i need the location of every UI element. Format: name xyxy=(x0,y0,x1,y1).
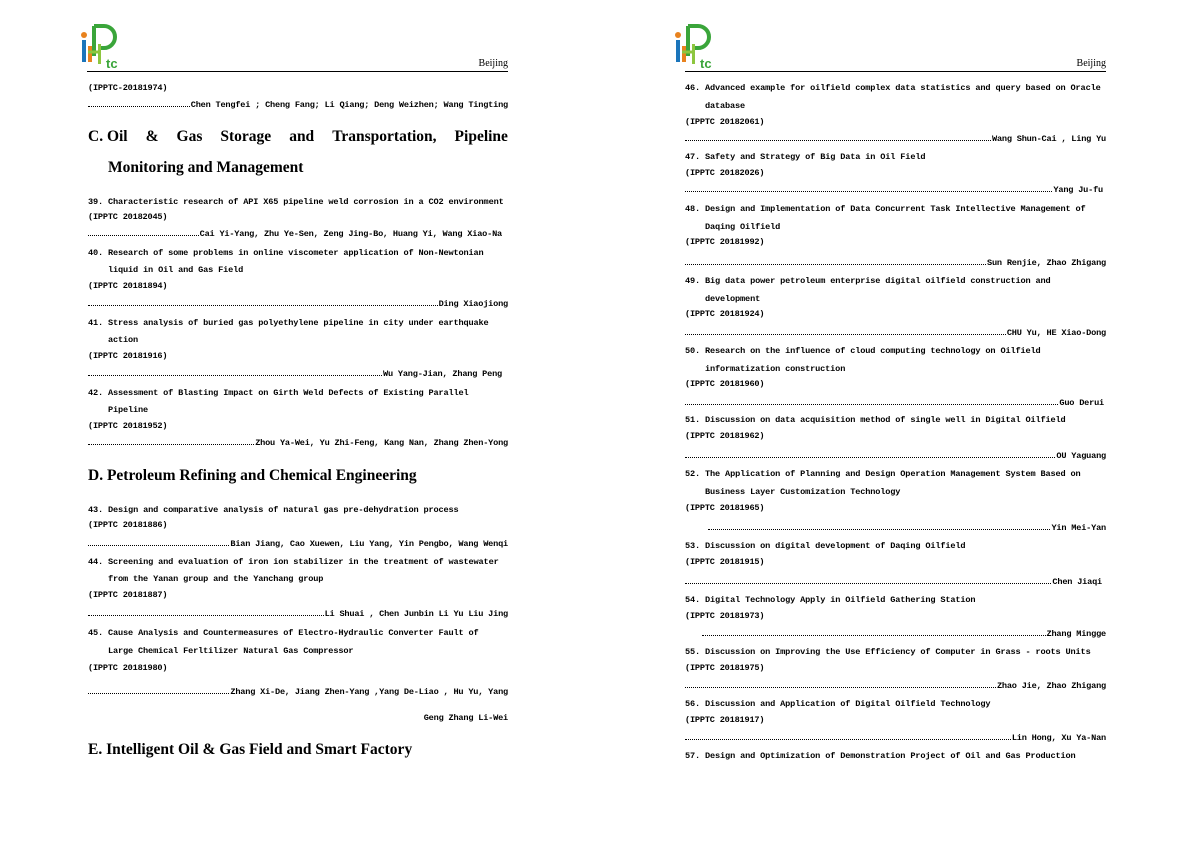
svg-text:tc: tc xyxy=(106,56,118,71)
right-page xyxy=(596,0,1192,842)
paper-code: (IPPTC 20182061) xyxy=(685,117,765,127)
paper-authors: Zhang Xi-De, Jiang Zhen-Yang ,Yang De-Liao , Hu Yu, Yang xyxy=(230,687,508,697)
leader-dots xyxy=(685,739,1011,740)
paper-title-cont: database xyxy=(705,101,746,111)
leader-dots xyxy=(88,305,438,306)
author-line xyxy=(685,398,1104,408)
paper-authors: Yin Mei-Yan xyxy=(1051,523,1106,533)
paper-title: 54. Digital Technology Apply in Oilfield Gathering Station xyxy=(685,595,976,605)
paper-code: (IPPTC 20181980) xyxy=(88,663,168,673)
section-c-heading xyxy=(88,128,508,146)
paper-title: 44. Screening and evaluation of iron ion stabilizer in the treatment of wastewater xyxy=(88,557,499,567)
paper-authors: Chen Tengfei ; Cheng Fang; Li Qiang; Deng Weizhen; Wang Tingting xyxy=(190,100,508,110)
header-rule xyxy=(685,71,1106,72)
paper-title: 48. Design and Implementation of Data Concurrent Task Intellective Management of xyxy=(685,204,1086,214)
paper-title: 55. Discussion on Improving the Use Efficiency of Computer in Grass - roots Units xyxy=(685,647,1091,657)
paper-authors: Guo Derui xyxy=(1059,398,1104,408)
paper-authors: CHU Yu, HE Xiao-Dong xyxy=(1006,328,1106,338)
leader-dots xyxy=(708,529,1050,530)
paper-authors: Li Shuai , Chen Junbin Li Yu Liu Jing xyxy=(324,609,508,619)
author-line xyxy=(708,523,1106,533)
author-line xyxy=(685,577,1102,587)
paper-authors: Lin Hong, Xu Ya-Nan xyxy=(1011,733,1106,743)
leader-dots xyxy=(88,444,254,445)
section-e-heading: E. Intelligent Oil & Gas Field and Smart Factory xyxy=(88,741,413,758)
author-line xyxy=(88,369,502,379)
paper-title-cont: Daqing Oilfield xyxy=(705,222,781,232)
paper-authors: Zhou Ya-Wei, Yu Zhi-Feng, Kang Nan, Zhang Zhen-Yong xyxy=(255,438,508,448)
leader-dots xyxy=(88,106,190,107)
paper-authors: Zhang Mingge xyxy=(1046,629,1106,639)
paper-authors: Yang Ju-fu xyxy=(1053,185,1103,195)
section-c-word: and xyxy=(289,128,315,145)
paper-authors: Wang Shun-Cai , Ling Yu xyxy=(991,134,1106,144)
paper-title-cont: Large Chemical Ferltilizer Natural Gas Compressor xyxy=(108,646,354,656)
paper-code: (IPPTC 20181965) xyxy=(685,503,765,513)
paper-code: (IPPTC 20182045) xyxy=(88,212,168,222)
leader-dots xyxy=(685,457,1055,458)
ipptc-logo xyxy=(674,22,720,72)
author-line xyxy=(685,134,1106,144)
author-line xyxy=(88,539,508,549)
paper-code: (IPPTC 20181917) xyxy=(685,715,765,725)
section-c-word: Pipeline xyxy=(454,128,508,145)
paper-code: (IPPTC 20181973) xyxy=(685,611,765,621)
paper-title: 49. Big data power petroleum enterprise digital oilfield construction and xyxy=(685,276,1051,286)
paper-code: (IPPTC 20181952) xyxy=(88,421,168,431)
author-line xyxy=(685,451,1106,461)
paper-title: 42. Assessment of Blasting Impact on Girth Weld Defects of Existing Parallel xyxy=(88,388,469,398)
paper-title: 52. The Application of Planning and Design Operation Management System Based on xyxy=(685,469,1081,479)
paper-title: 46. Advanced example for oilfield complex data statistics and query based on Oracle xyxy=(685,83,1101,93)
author-line xyxy=(88,299,508,309)
leader-dots xyxy=(685,140,991,141)
author-line xyxy=(88,609,508,619)
paper-code: (IPPTC-20181974) xyxy=(88,83,168,93)
leader-dots xyxy=(685,687,996,688)
leader-dots xyxy=(685,583,1051,584)
section-c-heading-line2: Monitoring and Management xyxy=(108,159,304,176)
author-line xyxy=(685,681,1106,691)
leader-dots xyxy=(702,635,1046,636)
paper-code: (IPPTC 20181887) xyxy=(88,590,168,600)
paper-title-cont: development xyxy=(705,294,761,304)
section-d-heading: D. Petroleum Refining and Chemical Engineering xyxy=(88,467,417,484)
paper-title-cont: liquid in Oil and Gas Field xyxy=(108,265,244,275)
paper-title: 53. Discussion on digital development of Daqing Oilfield xyxy=(685,541,966,551)
paper-title: 57. Design and Optimization of Demonstration Project of Oil and Gas Production xyxy=(685,751,1076,761)
leader-dots xyxy=(88,545,229,546)
paper-code: (IPPTC 20181915) xyxy=(685,557,765,567)
paper-title: 45. Cause Analysis and Countermeasures of Electro-Hydraulic Converter Fault of xyxy=(88,628,479,638)
section-c-word: & xyxy=(145,128,159,145)
author-line xyxy=(685,328,1106,338)
paper-authors: Bian Jiang, Cao Xuewen, Liu Yang, Yin Pengbo, Wang Wenqi xyxy=(230,539,508,549)
author-line xyxy=(88,687,508,697)
paper-authors: Zhao Jie, Zhao Zhigang xyxy=(996,681,1106,691)
author-line xyxy=(88,438,508,448)
leader-dots xyxy=(88,375,382,376)
paper-authors-cont: Geng Zhang Li-Wei xyxy=(423,713,508,723)
svg-text:tc: tc xyxy=(700,56,712,71)
paper-code: (IPPTC 20181992) xyxy=(685,237,765,247)
paper-code: (IPPTC 20181924) xyxy=(685,309,765,319)
paper-title: 41. Stress analysis of buried gas polyethylene pipeline in city under earthquake xyxy=(88,318,489,328)
paper-authors: Sun Renjie, Zhao Zhigang xyxy=(987,258,1106,268)
paper-authors: Cai Yi-Yang, Zhu Ye-Sen, Zeng Jing-Bo, Huang Yi, Wang Xiao-Na xyxy=(199,229,502,239)
paper-title: 40. Research of some problems in online viscometer application of Non-Newtonian xyxy=(88,248,484,258)
leader-dots xyxy=(685,191,1052,192)
section-c-word: C. Oil xyxy=(88,128,128,145)
leader-dots xyxy=(88,615,324,616)
author-line xyxy=(685,185,1103,195)
header-city: Beijing xyxy=(478,58,508,69)
leader-dots xyxy=(88,693,229,694)
paper-title-cont: action xyxy=(108,335,139,345)
paper-title: 39. Characteristic research of API X65 pipeline weld corrosion in a CO2 environment xyxy=(88,197,504,207)
section-c-word: Storage xyxy=(220,128,272,145)
leader-dots xyxy=(685,334,1006,335)
section-c-word: Transportation, xyxy=(332,128,437,145)
paper-authors: Chen Jiaqi xyxy=(1052,577,1102,587)
leader-dots xyxy=(88,235,199,236)
header-city: Beijing xyxy=(1076,58,1106,69)
paper-authors: Ding Xiaojiong xyxy=(438,299,508,309)
paper-code: (IPPTC 20181975) xyxy=(685,663,765,673)
ipptc-logo xyxy=(80,22,126,72)
paper-code: (IPPTC 20181886) xyxy=(88,520,168,530)
paper-title: 50. Research on the influence of cloud computing technology on Oilfield xyxy=(685,346,1041,356)
section-c-word: Gas xyxy=(176,128,203,145)
paper-title: 43. Design and comparative analysis of natural gas pre-dehydration process xyxy=(88,505,459,515)
paper-authors: OU Yaguang xyxy=(1056,451,1106,461)
author-line xyxy=(685,733,1106,743)
paper-title: 51. Discussion on data acquisition method of single well in Digital Oilfield xyxy=(685,415,1066,425)
paper-title-cont: Business Layer Customization Technology xyxy=(705,487,901,497)
paper-title-cont: Pipeline xyxy=(108,405,149,415)
paper-title-cont: informatization construction xyxy=(705,364,846,374)
leader-dots xyxy=(685,404,1058,405)
header-rule xyxy=(87,71,508,72)
paper-title-cont: from the Yanan group and the Yanchang group xyxy=(108,574,324,584)
author-line xyxy=(88,229,502,239)
paper-code: (IPPTC 20181916) xyxy=(88,351,168,361)
leader-dots xyxy=(685,264,986,265)
author-line xyxy=(702,629,1106,639)
paper-title: 56. Discussion and Application of Digital Oilfield Technology xyxy=(685,699,991,709)
author-line xyxy=(685,258,1106,268)
paper-code: (IPPTC 20181962) xyxy=(685,431,765,441)
paper-code: (IPPTC 20181960) xyxy=(685,379,765,389)
paper-authors: Wu Yang-Jian, Zhang Peng xyxy=(383,369,502,379)
paper-title: 47. Safety and Strategy of Big Data in Oil Field xyxy=(685,152,926,162)
paper-code: (IPPTC 20182026) xyxy=(685,168,765,178)
paper-code: (IPPTC 20181894) xyxy=(88,281,168,291)
author-line xyxy=(88,100,508,110)
